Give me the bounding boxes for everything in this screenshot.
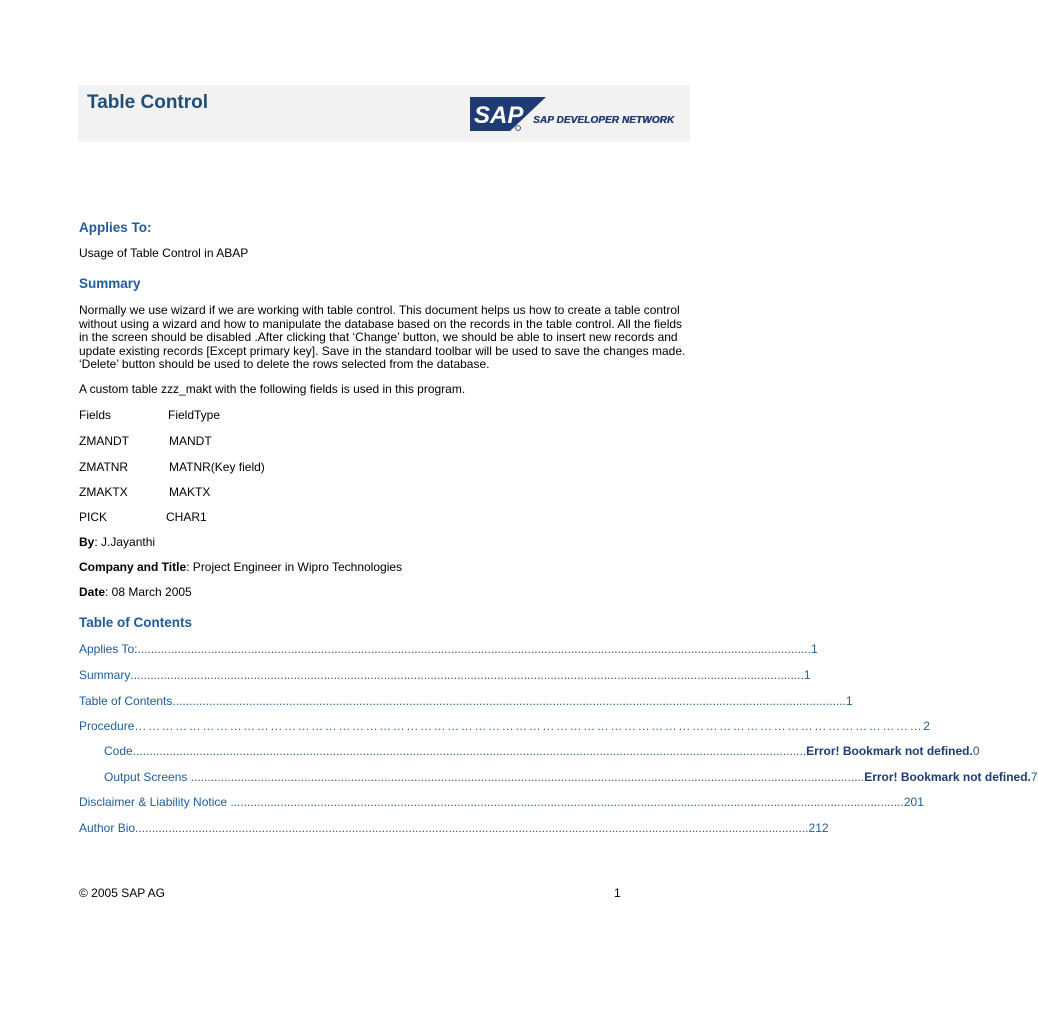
toc-entry-label[interactable]: Output Screens bbox=[104, 770, 188, 784]
toc-entry-page[interactable]: 201 bbox=[903, 795, 924, 809]
fieldtype-header: FieldType bbox=[168, 408, 221, 422]
date-value: : 08 March 2005 bbox=[105, 585, 192, 599]
toc-entry-label[interactable]: Procedure bbox=[79, 719, 135, 733]
field-name: ZMATNR bbox=[79, 460, 129, 474]
toc-entry-label[interactable]: Summary bbox=[79, 668, 131, 682]
logo-tagline: SAP DEVELOPER NETWORK bbox=[533, 115, 675, 126]
field-type: CHAR1 bbox=[166, 510, 207, 524]
toc-leader: ………………………………………………………………………………………………………………………………………………………… bbox=[134, 719, 924, 733]
applies-to-heading: Applies To: bbox=[79, 220, 152, 235]
toc-leader: .......................................................................................................................................................................................................... bbox=[137, 642, 811, 656]
field-type: MATNR(Key field) bbox=[169, 460, 265, 474]
field-type: MANDT bbox=[169, 434, 212, 448]
company-value: : Project Engineer in Wipro Technologies bbox=[186, 560, 403, 574]
toc-entry-page[interactable]: 212 bbox=[808, 821, 829, 835]
toc-entry[interactable] bbox=[79, 719, 930, 733]
field-name: ZMANDT bbox=[79, 434, 129, 448]
toc-entry-label[interactable]: Applies To: bbox=[79, 642, 138, 656]
fields-header: Fields bbox=[79, 408, 112, 422]
toc-entry-error: Error! Bookmark not defined. bbox=[864, 770, 1031, 784]
field-name: ZMAKTX bbox=[79, 485, 128, 499]
toc-leader: .......................................................................................................................................................................................................... bbox=[187, 770, 865, 784]
company-line bbox=[79, 561, 402, 575]
field-type: MAKTX bbox=[169, 485, 211, 499]
toc-entry-label[interactable]: Table of Contents bbox=[79, 694, 173, 708]
toc-entry-page[interactable]: 0 bbox=[972, 744, 980, 758]
toc-leader: .......................................................................................................................................................................................................... bbox=[135, 821, 809, 835]
toc-entry-label[interactable]: Author Bio bbox=[79, 821, 136, 835]
toc-entry[interactable] bbox=[104, 744, 980, 758]
footer-page-number: 1 bbox=[614, 886, 621, 900]
custom-table-line: A custom table zzz_makt with the following fields is used in this program. bbox=[79, 382, 466, 396]
toc-leader: .......................................................................................................................................................................................................... bbox=[130, 668, 804, 682]
field-name: PICK bbox=[79, 510, 108, 524]
toc-entry[interactable] bbox=[79, 694, 853, 708]
toc-entry[interactable] bbox=[79, 642, 818, 656]
toc-entry-page[interactable]: 7 bbox=[1030, 770, 1038, 784]
toc-entry-label[interactable]: Code bbox=[104, 744, 133, 758]
toc-entry[interactable] bbox=[104, 770, 1038, 784]
document-title: Table Control bbox=[87, 92, 209, 113]
summary-paragraph: Normally we use wizard if we are working with table control. This document helps us how to create a table control without using a wizard and how to manipulate the database based on the records in the table control. All the fields in the screen should be disabled .After clicking that ‘Change’ button, we should be able to insert new records and update existing records [Except primary key]. Save in the standard toolbar will be used to save the changes made. ‘Delete’ button should be used to delete the rows selected from the database. bbox=[79, 303, 686, 371]
summary-heading: Summary bbox=[79, 276, 141, 291]
date-line bbox=[79, 586, 192, 600]
toc-entry-page[interactable]: 1 bbox=[803, 668, 811, 682]
toc-entry-page[interactable]: 2 bbox=[923, 719, 930, 733]
toc-entry[interactable] bbox=[79, 795, 924, 809]
date-label: Date bbox=[79, 585, 106, 599]
toc-entry-error: Error! Bookmark not defined. bbox=[806, 744, 973, 758]
toc-entry[interactable] bbox=[79, 821, 829, 835]
author-label: By bbox=[79, 535, 95, 549]
toc-entry-page[interactable]: 1 bbox=[810, 642, 818, 656]
applies-to-text: Usage of Table Control in ABAP bbox=[79, 246, 249, 260]
logo-text: SAP bbox=[474, 102, 524, 129]
author-value: : J.Jayanthi bbox=[94, 535, 156, 549]
company-label: Company and Title bbox=[79, 560, 187, 574]
author-line bbox=[79, 536, 155, 550]
toc-entry-label[interactable]: Disclaimer & Liability Notice bbox=[79, 795, 228, 809]
footer-copyright: © 2005 SAP AG bbox=[79, 886, 166, 900]
toc-entry-page[interactable]: 1 bbox=[845, 694, 853, 708]
toc-leader: .......................................................................................................................................................................................................... bbox=[132, 744, 807, 758]
toc-leader: .......................................................................................................................................................................................................... bbox=[172, 694, 846, 708]
toc-heading: Table of Contents bbox=[79, 615, 192, 630]
toc-entry[interactable] bbox=[79, 668, 811, 682]
toc-leader: .......................................................................................................................................................................................................... bbox=[227, 795, 904, 809]
